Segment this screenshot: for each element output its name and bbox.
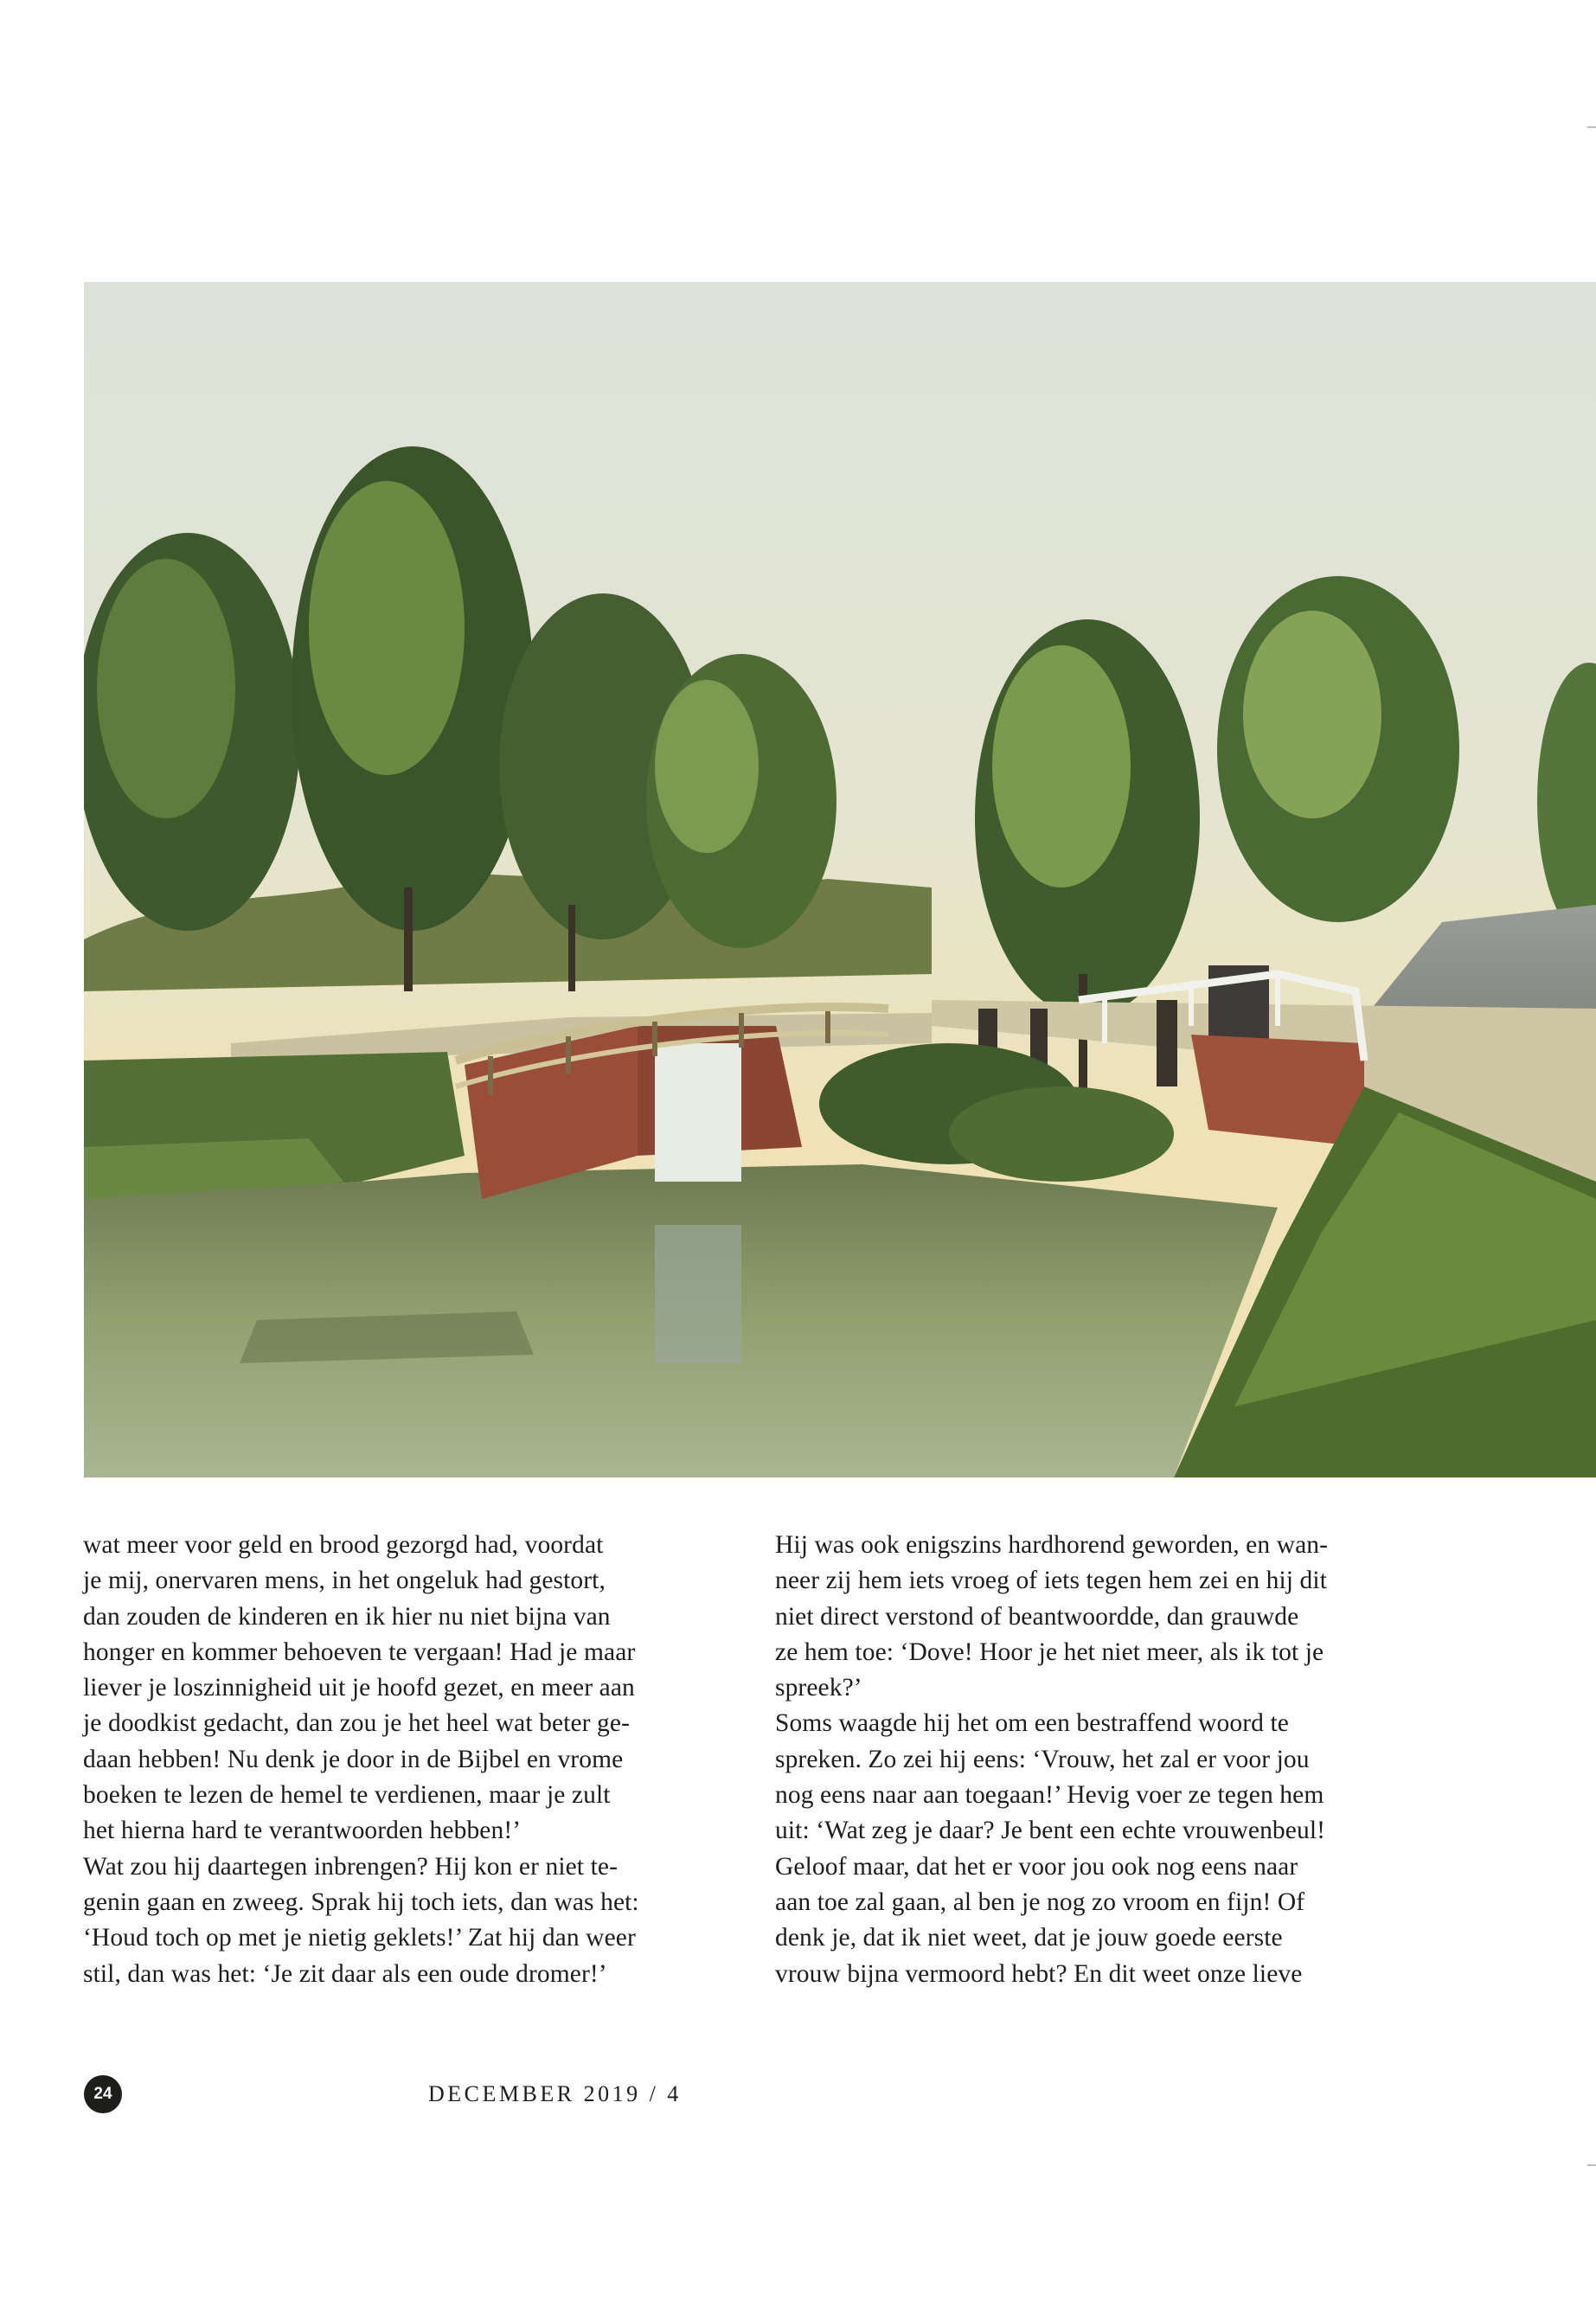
text-line: spreek?’ <box>775 1674 862 1702</box>
text-line: neer zij hem iets vroeg of iets tegen hem zei en hij dit <box>775 1567 1327 1595</box>
canal-bridge-illustration <box>84 282 1596 1477</box>
text-line: ‘Houd toch op met je nietig geklets!’ Zat hij dan weer <box>83 1924 636 1952</box>
text-line: je mij, onervaren mens, in het ongeluk had gestort, <box>83 1567 606 1595</box>
text-line: dan zouden de kinderen en ik hier nu niet bijna van <box>83 1602 611 1631</box>
article-column-right <box>775 1528 1433 1992</box>
text-line: je doodkist gedacht, dan zou je het heel wat beter ge- <box>83 1709 631 1738</box>
crop-mark-bottom <box>1587 2164 1596 2166</box>
text-line: ze hem toe: ‘Dove! Hoor je het niet meer, als ik tot je <box>775 1638 1324 1666</box>
text-line: daan hebben! Nu denk je door in de Bijbel en vrome <box>83 1745 624 1773</box>
text-line: uit: ‘Wat zeg je daar? Je bent een echte vrouwenbeul! <box>775 1817 1326 1845</box>
text-line: boeken te lezen de hemel te verdienen, maar je zult <box>83 1781 611 1810</box>
text-line: Hij was ook enigszins hardhorend geworden, en wan- <box>775 1531 1329 1559</box>
crop-mark-top <box>1587 126 1596 128</box>
issue-label: DECEMBER 2019 / 4 <box>428 2081 682 2106</box>
text-line: wat meer voor geld en brood gezorgd had, voordat <box>83 1531 604 1559</box>
text-line: Geloof maar, dat het er voor jou ook nog eens naar <box>775 1852 1298 1881</box>
article-column-left <box>83 1528 740 1992</box>
text-line: niet direct verstond of beantwoordde, dan grauwde <box>775 1602 1299 1631</box>
text-line: Wat zou hij daartegen inbrengen? Hij kon er niet te- <box>83 1852 618 1881</box>
text-line: genin gaan en zweeg. Sprak hij toch iets, dan was het: <box>83 1888 639 1916</box>
text-line: spreken. Zo zei hij eens: ‘Vrouw, het zal er voor jou <box>775 1745 1310 1773</box>
text-line: nog eens naar aan toegaan!’ Hevig voer ze tegen hem <box>775 1781 1324 1810</box>
text-line: stil, dan was het: ‘Je zit daar als een oude dromer!’ <box>83 1959 607 1988</box>
text-line: vrouw bijna vermoord hebt? En dit weet onze lieve <box>775 1959 1303 1988</box>
text-line: Soms waagde hij het om een bestraffend woord te <box>775 1709 1289 1738</box>
text-line: liever je loszinnigheid uit je hoofd gezet, en meer aan <box>83 1674 635 1702</box>
text-line: aan toe zal gaan, al ben je nog zo vroom en fijn! Of <box>775 1888 1305 1916</box>
page-number-badge: 24 <box>84 2075 122 2113</box>
text-line: denk je, dat ik niet weet, dat je jouw goede eerste <box>775 1924 1283 1952</box>
text-line: honger en kommer behoeven te vergaan! Had je maar <box>83 1638 636 1666</box>
text-line: het hierna hard te verantwoorden hebben!’ <box>83 1817 522 1845</box>
